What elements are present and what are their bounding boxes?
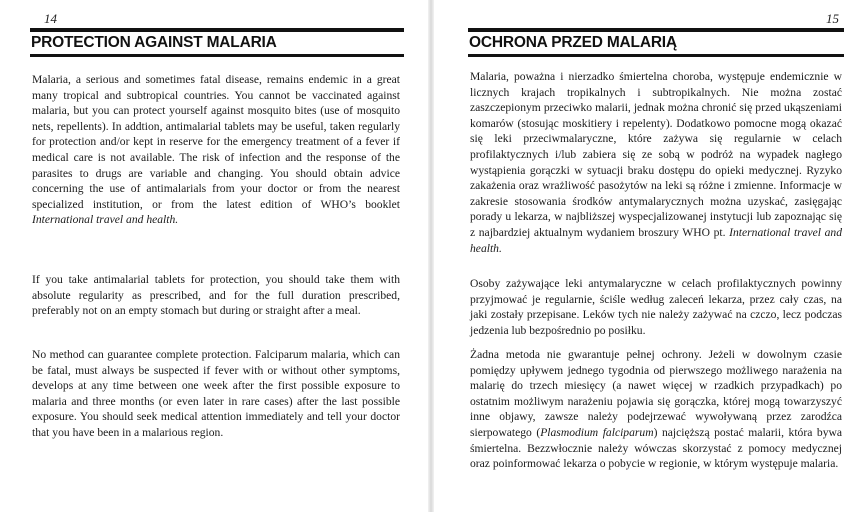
page-title: OCHRONA PRZED MALARIĄ: [469, 34, 677, 51]
booklet-title: International travel and health.: [32, 213, 179, 227]
paragraph-tail: ) najcięższą postać malarii, która bywa śmiertelna. Bezzwłocznie należy wówczas skorzystać z pomocy medycznej oraz poinformować lekarza o pobycie w regionie, w którym występuje malaria.: [470, 425, 843, 471]
paragraph-dosage: Osoby zażywające leki antymalaryczne w celach profilaktycznych powinny przyjmować je regularnie, ściśle według zaleceń lekarza, przez cały czas, na jaki zostały przepisane. Leków tych nie należy zażywać na czczo, lecz podczas jedzenia lub bezpośrednio po posiłku.: [470, 277, 842, 337]
paragraph-text: Malaria, poważna i nierzadko śmiertelna choroba, występuje endemicznie w licznych krajach tropikalnych i subtropikalnych. Nie można zostać zaszczepionym przeciwko malarii, jednak można chronić się przed ukąszeniami komarów (stosując moskitiery i repelenty). Dodatkowo pomocne mogą okazać się leki przeciwmalaryczne, które zażywa się regularnie w celach profilaktycznych i/lub zabiera się ze sobą w podróż na wypadek nagłego wystąpienia gorączki w sytuacji braku dostępu do opieki medycznej. Ryzyko zakażenia oraz wrażliwość pasożytów na leki są różne i zmienne. Informacje w zakresie stosowania środków antymalarycznych można uzyskać, zasięgając porady u lekarza, w najbliższej wyspecjalizowanej instytucji lub zapoznając się z najbardziej aktualnym wydaniem broszury WHO pt.: [470, 70, 842, 239]
species-name: Plasmodium falciparum: [540, 425, 654, 439]
page-number: 14: [44, 11, 57, 26]
left-page: [0, 0, 425, 512]
paragraph-text: Żadna metoda nie gwarantuje pełnej ochrony. Jeżeli w dowolnym czasie pomiędzy upływem jednego tygodnia od pierwszego możliwego narażenia na malarię do trzech miesięcy (a nawet więcej w rzadkich przypadkach) po ostatnim możliwym narażeniu pojawia się gorączka, której mogą towarzyszyć inne objawy, zawsze należy podejrzewać wywoływaną przez zarodźca sierpowatego (: [470, 348, 842, 439]
right-page: [438, 0, 865, 512]
title-underline-rule: [30, 54, 404, 57]
booklet-title: International travel and health.: [470, 225, 842, 255]
paragraph-dosage: If you take antimalarial tablets for protection, you should take them with absolute regularity as prescribed, and for the full duration prescribed, preferably not on an empty stomach but during or straight after a meal.: [32, 273, 400, 318]
top-rule: [468, 28, 844, 32]
paragraph-warning: No method can guarantee complete protection. Falciparum malaria, which can be fatal, must always be suspected if fever with or without other symptoms, develops at any time between one week after the first possible exposure to malaria and three months (or even later in rare cases) after the last possible exposure. You should seek medical attention immediately and tell your doctor that you have been in a malarious region.: [32, 348, 400, 439]
paragraph-intro: [470, 69, 842, 256]
paragraph-text: Malaria, a serious and sometimes fatal disease, remains endemic in a great many tropical and subtropical countries. You cannot be vaccinated against malaria, but you can protect yourself against mosquito bites (use of mosquito nets, repellents). In addtion, antimalarial tablets may be useful, taken regularly for protection and/or kept in reserve for the emergency treatment of a fever if medical care is not available. The risk of infection and the response of the parasites to drugs are variable and changing. You should obtain advice concerning the use of antimalarials from your doctor or from the nearest specialized institution, or from the latest edition of WHO’s booklet: [32, 73, 400, 211]
book-spine: [428, 0, 434, 512]
page-title: PROTECTION AGAINST MALARIA: [31, 34, 277, 51]
top-rule: [30, 28, 404, 32]
paragraph-intro: [32, 72, 400, 228]
title-underline-rule: [468, 54, 844, 57]
page-number: 15: [826, 11, 839, 26]
paragraph-warning: [470, 347, 842, 472]
